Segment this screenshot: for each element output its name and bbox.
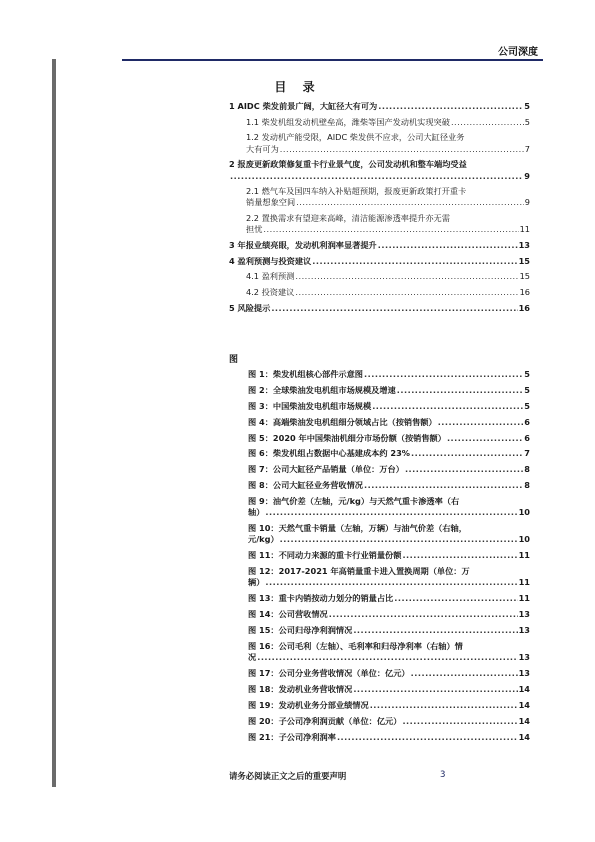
- entry-title: 图 2：全球柴油发电机组市场规模及增速: [248, 384, 396, 395]
- leader-dots: [405, 464, 523, 475]
- leader-dots: [263, 224, 518, 235]
- entry-title: 4 盈利预测与投资建议: [229, 255, 312, 266]
- figure-entry[interactable]: [248, 448, 530, 459]
- leader-dots: [397, 385, 524, 396]
- leader-dots: [296, 197, 524, 208]
- toc-entry[interactable]: [229, 256, 530, 267]
- footer-disclaimer: 请务必阅读正文之后的重要声明: [229, 771, 347, 781]
- leader-dots: [378, 101, 523, 112]
- entry-page-number: 15: [518, 255, 530, 266]
- entry-title: 图 17：公司分业务营收情况（单位：亿元）: [248, 668, 410, 679]
- leader-dots: [378, 240, 518, 251]
- leader-dots: [370, 700, 518, 711]
- entry-title: 图 5：2020 年中国柴油机细分市场份额（按销售额）: [248, 432, 446, 443]
- entry-title-line: 图 12：2017-2021 年高销量重卡进入置换周期（单位：万: [248, 566, 470, 577]
- leader-dots: [230, 171, 523, 182]
- leader-dots: [402, 550, 517, 561]
- entry-title: 图 3：中国柴油发电机组市场规模: [248, 400, 372, 411]
- toc-entry[interactable]: [229, 240, 530, 251]
- entry-page-number: 5: [524, 384, 530, 395]
- entry-page-number: 5: [524, 369, 530, 379]
- figure-entry[interactable]: [248, 385, 530, 396]
- entry-page-number: 10: [518, 534, 530, 545]
- leader-dots: [353, 684, 517, 695]
- figure-entry[interactable]: [248, 496, 530, 518]
- entry-title: 辆）: [248, 577, 265, 588]
- entry-page-number: 13: [518, 652, 530, 663]
- figure-list-heading: 图: [229, 355, 239, 365]
- entry-title: 图 4：高端柴油发电机组细分领域占比（按销售额）: [248, 416, 437, 427]
- leader-dots: [447, 433, 523, 444]
- entry-page-number: 10: [518, 507, 530, 518]
- entry-page-number: 5: [524, 101, 530, 111]
- entry-page-number: 13: [518, 668, 530, 679]
- entry-title: 图 11：不同动力来源的重卡行业销量份额: [248, 550, 402, 561]
- entry-title: 轴）: [248, 507, 265, 518]
- entry-title: 图 8：公司大缸径业务营收情况: [248, 480, 363, 491]
- entry-page-number: 16: [519, 287, 530, 298]
- leader-dots: [312, 256, 517, 267]
- entry-page-number: 13: [518, 240, 530, 251]
- figure-entry[interactable]: [248, 566, 530, 588]
- entry-title: 图 7：公司大缸径产品销量（单位：万台）: [248, 464, 404, 475]
- entry-title: 图 20：子公司净利润贡献（单位：亿元）: [248, 715, 402, 726]
- leader-dots: [295, 271, 518, 282]
- figure-entry[interactable]: [248, 480, 530, 491]
- toc-entry[interactable]: [229, 117, 530, 128]
- entry-title: 3 年报业绩亮眼，发动机利润率显著提升: [229, 240, 377, 251]
- entry-title: 况: [248, 652, 257, 663]
- header-title: 公司深度: [498, 47, 538, 58]
- sidebar-bar: [52, 59, 56, 787]
- entry-page-number: 7: [524, 448, 530, 459]
- entry-title: 图 13：重卡内销按动力划分的销量占比: [248, 593, 394, 604]
- figure-entry[interactable]: [248, 732, 530, 743]
- entry-page-number: 6: [524, 432, 530, 443]
- page-number: 3: [440, 770, 446, 780]
- entry-title: 元/kg）: [248, 534, 279, 545]
- toc-title: 目 录: [274, 80, 321, 94]
- entry-title: 图 21：子公司净利润率: [248, 731, 336, 742]
- entry-page-number: 9: [524, 170, 530, 181]
- leader-dots: [257, 652, 517, 663]
- figure-entry[interactable]: [248, 716, 530, 727]
- entry-page-number: 14: [518, 699, 530, 710]
- leader-dots: [411, 668, 518, 679]
- leader-dots: [280, 534, 518, 545]
- entry-title: 担忧: [246, 224, 263, 235]
- leader-dots: [364, 480, 523, 491]
- leader-dots: [353, 625, 517, 636]
- entry-title: 1.1 柴发机组发动机壁垒高，潍柴等国产发动机实现突破: [246, 116, 450, 127]
- figure-entry[interactable]: [248, 523, 530, 545]
- entry-page-number: 5: [524, 116, 530, 127]
- leader-dots: [271, 303, 517, 314]
- leader-dots: [372, 401, 523, 412]
- toc-entry[interactable]: [229, 186, 530, 208]
- figure-entry[interactable]: [248, 593, 530, 604]
- leader-dots: [329, 609, 518, 620]
- entry-page-number: 8: [524, 480, 530, 491]
- entry-title-line: 2.1 燃气车及国四车纳入补贴超预期，报废更新政策打开重卡: [246, 186, 467, 197]
- entry-page-number: 14: [518, 731, 530, 742]
- entry-page-number: 5: [524, 400, 530, 411]
- entry-page-number: 11: [519, 224, 530, 235]
- entry-page-number: 16: [518, 302, 530, 313]
- entry-title: 图 14：公司营收情况: [248, 609, 328, 620]
- toc-entry[interactable]: [229, 213, 530, 235]
- toc-entry[interactable]: [229, 159, 530, 181]
- entry-title: 1 AIDC 柴发前景广阔，大缸径大有可为: [229, 101, 378, 111]
- entry-title-line: 图 10：天然气重卡销量（左轴，万辆）与油气价差（右轴，: [248, 523, 467, 534]
- toc-entry[interactable]: [229, 271, 530, 282]
- leader-dots: [265, 507, 517, 518]
- figure-entry[interactable]: [248, 433, 530, 444]
- entry-title: 4.2 投资建议: [246, 287, 295, 298]
- figure-entry[interactable]: [248, 401, 530, 412]
- toc-list: [229, 101, 530, 319]
- leader-dots: [280, 144, 524, 155]
- entry-title: 图 19：发动机业务分部业绩情况: [248, 699, 369, 710]
- leader-dots: [394, 593, 517, 604]
- figure-entry[interactable]: [248, 609, 530, 620]
- entry-title-line: 图 16：公司毛利（左轴）、毛利率和归母净利率（右轴）情: [248, 640, 463, 651]
- entry-title: 图 15：公司归母净利润情况: [248, 625, 353, 636]
- entry-page-number: 11: [518, 593, 530, 604]
- toc-entry[interactable]: [229, 132, 530, 154]
- leader-dots: [295, 287, 518, 298]
- entry-page-number: 13: [518, 625, 530, 636]
- figure-entry[interactable]: [248, 550, 530, 561]
- leader-dots: [451, 117, 524, 128]
- entry-title-line: 图 9：油气价差（左轴，元/kg）与天然气重卡渗透率（右: [248, 496, 460, 507]
- figure-entry[interactable]: [248, 464, 530, 475]
- leader-dots: [411, 448, 523, 459]
- entry-title: 4.1 盈利预测: [246, 271, 295, 282]
- figure-entry[interactable]: [248, 625, 530, 636]
- entry-title: 图 1：柴发机组核心部件示意图: [248, 369, 363, 379]
- leader-dots: [337, 732, 518, 743]
- entry-page-number: 14: [518, 683, 530, 694]
- figure-entry[interactable]: [248, 369, 530, 380]
- entry-page-number: 6: [524, 416, 530, 427]
- figure-entry[interactable]: [248, 668, 530, 679]
- entry-page-number: 13: [518, 609, 530, 620]
- leader-dots: [402, 716, 517, 727]
- entry-title-line: 1.2 发动机产能受限，AIDC 柴发供不应求，公司大缸径业务: [246, 132, 465, 143]
- entry-title: 图 18：发动机业务营收情况: [248, 683, 353, 694]
- entry-title-line: 2.2 置换需求有望迎来高峰，清洁能源渗透率提升亦无需: [246, 213, 450, 224]
- leader-dots: [265, 577, 517, 588]
- header-rule: [122, 59, 543, 61]
- entry-page-number: 11: [518, 550, 530, 561]
- entry-title: 5 风险提示: [229, 302, 271, 313]
- figure-entry[interactable]: [248, 417, 530, 428]
- entry-page-number: 9: [524, 197, 530, 208]
- figure-list: [248, 369, 530, 748]
- toc-entry[interactable]: [229, 101, 530, 112]
- figure-entry[interactable]: [248, 684, 530, 695]
- toc-entry[interactable]: [229, 287, 530, 298]
- entry-title: 图 6：柴发机组占数据中心基建成本约 23%: [248, 448, 410, 459]
- leader-dots: [438, 417, 524, 428]
- entry-page-number: 14: [518, 715, 530, 726]
- toc-entry[interactable]: [229, 303, 530, 314]
- entry-page-number: 11: [518, 577, 530, 588]
- entry-title: 大有可为: [246, 143, 279, 154]
- entry-title-line: 2 报废更新政策修复重卡行业景气度，公司发动机和整车端均受益: [229, 159, 467, 170]
- entry-page-number: 15: [519, 271, 530, 282]
- figure-entry[interactable]: [248, 700, 530, 711]
- leader-dots: [364, 369, 523, 380]
- entry-page-number: 7: [524, 143, 530, 154]
- figure-entry[interactable]: [248, 641, 530, 663]
- entry-page-number: 8: [524, 464, 530, 475]
- entry-title: 销量想象空间: [246, 197, 296, 208]
